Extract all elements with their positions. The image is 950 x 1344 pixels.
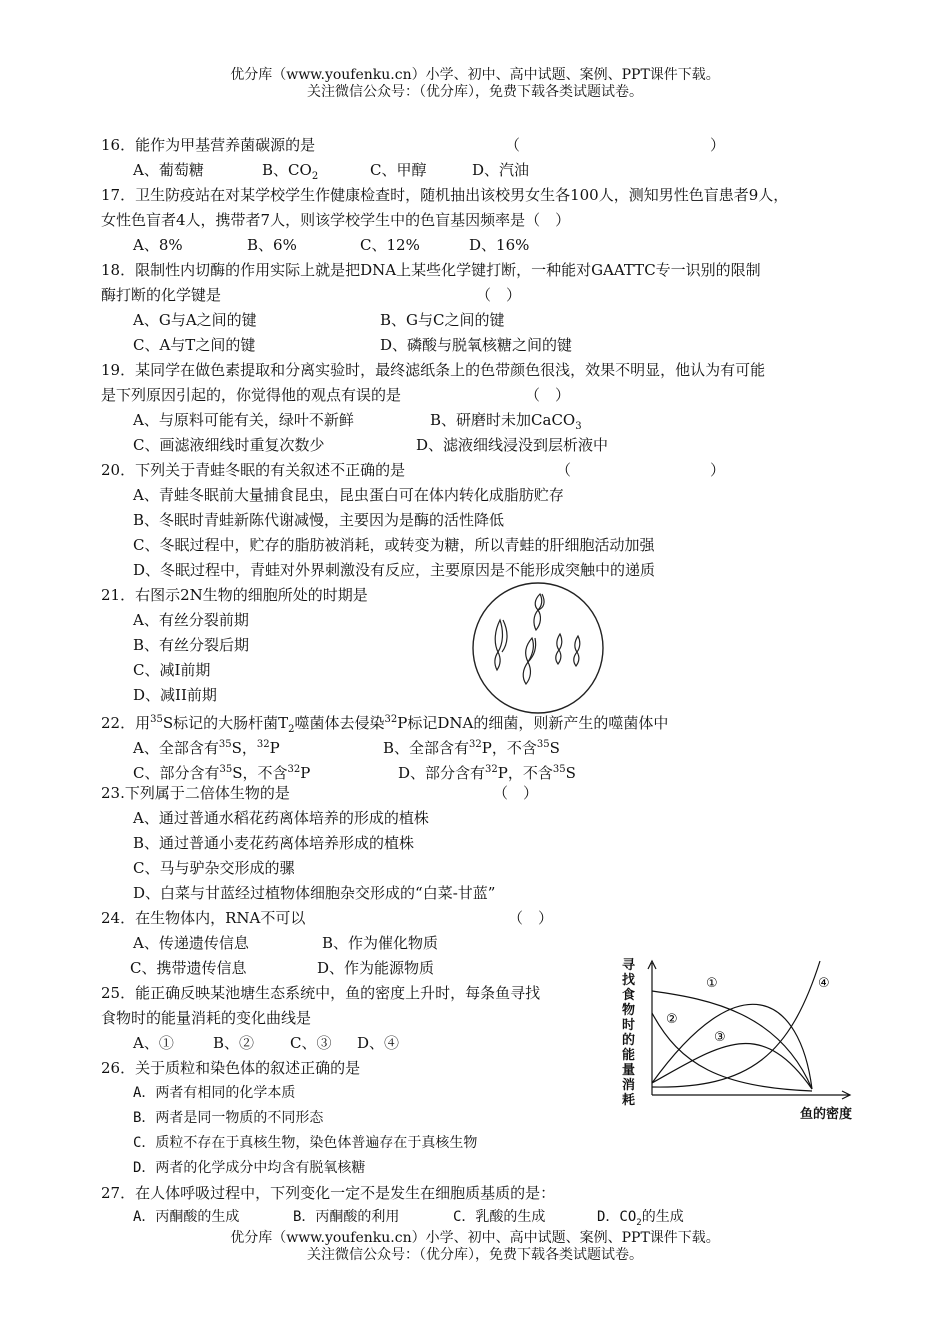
q18-option-a: A、G与A之间的键 <box>133 311 257 329</box>
q27-stem: 27．在人体呼吸过程中，下列变化一定不是发生在细胞质基质的是： <box>101 1184 556 1202</box>
label-1: ① <box>706 976 718 991</box>
q19-option-b: B、研磨时未加CaCO$_3$ <box>430 411 582 432</box>
q26-option-a: A．两者有相同的化学本质 <box>133 1085 296 1101</box>
q20-stem: 20．下列关于青蛙冬眠的有关叙述不正确的是 <box>101 461 406 479</box>
q23-option-b: B、通过普通小麦花药离体培养形成的植株 <box>133 834 415 852</box>
q16-paren-open: （ <box>505 136 521 154</box>
curve-1 <box>652 991 812 1089</box>
q25-option-b: B、② <box>213 1034 255 1052</box>
chromosome-1 <box>495 620 507 670</box>
header-line-1: 优分库（www.youfenku.cn）小学、初中、高中试题、案例、PPT课件下载。 <box>230 67 720 83</box>
q23-option-d: D、白菜与甘蓝经过植物体细胞杂交形成的“白菜-甘蓝” <box>133 884 496 902</box>
q17-option-a: A、8% <box>133 236 183 254</box>
q17-stem-1: 17．卫生防疫站在对某学校学生作健康检查时，随机抽出该校男女生各100人，测知男性色盲患者9人， <box>101 186 789 204</box>
label-3: ③ <box>714 1030 726 1045</box>
q24-stem: 24．在生物体内，RNA不可以 <box>101 909 306 927</box>
q27-option-c: C．乳酸的生成 <box>453 1209 546 1225</box>
q16-option-d: D、汽油 <box>472 161 530 179</box>
q23-stem: 23.下列属于二倍体生物的是 <box>101 784 290 802</box>
graph-x-label: 鱼的密度 <box>800 1107 853 1122</box>
q17-option-c: C、12% <box>360 236 420 254</box>
q21-option-d: D、减II前期 <box>133 686 217 704</box>
q22-option-b: B、全部含有$^{32}$P，不含$^{35}$S <box>383 739 560 757</box>
q20-option-a: A、青蛙冬眠前大量捕食昆虫，昆虫蛋白可在体内转化成脂肪贮存 <box>133 486 564 504</box>
q18-stem-2: 酶打断的化学键是 <box>101 286 222 304</box>
q17-stem-2: 女性色盲者4人，携带者7人，则该学校学生中的色盲基因频率是（ ） <box>101 211 571 229</box>
q22-option-a: A、全部含有$^{35}$S，$^{32}$P <box>133 739 280 757</box>
q27-option-a: A．丙酮酸的生成 <box>133 1209 240 1225</box>
q18-option-b: B、G与C之间的键 <box>380 311 505 329</box>
chromosome-5 <box>574 636 580 666</box>
q26-stem: 26．关于质粒和染色体的叙述正确的是 <box>101 1059 361 1077</box>
label-2: ② <box>666 1012 678 1027</box>
q16-stem: 16．能作为甲基营养菌碳源的是 <box>101 136 316 154</box>
q25-option-a: A、① <box>133 1034 174 1052</box>
q27-option-b: B．丙酮酸的利用 <box>293 1209 400 1225</box>
q17-option-d: D、16% <box>469 236 530 254</box>
q24-option-c: C、携带遗传信息 <box>130 959 247 977</box>
q21-option-c: C、减I前期 <box>133 661 211 679</box>
chromosome-2 <box>534 594 544 630</box>
q21-option-b: B、有丝分裂后期 <box>133 636 250 654</box>
q22-stem: 22．用$^{35}$S标记的大肠杆菌$T_2$噬菌体去侵染$^{32}$P标记DNA的细菌，则新产生的噬菌体中 <box>101 714 669 735</box>
q19-option-c: C、画滤液细线时重复次数少 <box>133 436 325 454</box>
q24-paren: （ ） <box>508 909 554 927</box>
q23-paren: （ ） <box>493 784 539 802</box>
q24-option-a: A、传递遗传信息 <box>133 934 249 952</box>
q17-option-b: B、6% <box>247 236 297 254</box>
q23-option-c: C、马与驴杂交形成的骡 <box>133 859 295 877</box>
chromosome-4 <box>556 634 562 664</box>
cell-diagram <box>470 580 606 716</box>
q25-option-d: D、④ <box>357 1034 400 1052</box>
q27-option-d: D．$CO_2$的生成 <box>597 1209 684 1228</box>
q19-paren: （ ） <box>525 386 571 404</box>
footer-line-1: 优分库（www.youfenku.cn）小学、初中、高中试题、案例、PPT课件下载。 <box>230 1230 720 1246</box>
q25-option-c: C、③ <box>290 1034 332 1052</box>
q16-option-b: B、$CO_2$ <box>262 161 319 182</box>
q19-option-a: A、与原料可能有关，绿叶不新鲜 <box>133 411 354 429</box>
energy-graph <box>640 955 855 1105</box>
q18-option-c: C、A与T之间的键 <box>133 336 256 354</box>
q21-stem: 21．右图示2N生物的细胞所处的时期是 <box>101 586 368 604</box>
page-header <box>0 67 950 101</box>
q22-option-c: C、部分含有$^{35}$S，不含$^{32}$P <box>133 764 311 782</box>
chromosome-3 <box>523 638 535 684</box>
header-line-2: 关注微信公众号：（优分库），免费下载各类试题试卷。 <box>307 84 643 100</box>
q21-option-a: A、有丝分裂前期 <box>133 611 249 629</box>
q22-option-d: D、部分含有$^{32}$P，不含$^{35}$S <box>398 764 576 782</box>
chromosomes <box>495 594 580 684</box>
q26-option-b: B．两者是同一物质的不同形态 <box>133 1110 324 1126</box>
q20-option-c: C、冬眠过程中，贮存的脂肪被消耗，或转变为糖，所以青蛙的肝细胞活动加强 <box>133 536 655 554</box>
q19-option-d: D、滤液细线浸没到层析液中 <box>416 436 609 454</box>
q25-stem-1: 25．能正确反映某池塘生态系统中，鱼的密度上升时，每条鱼寻找 <box>101 984 541 1002</box>
q18-stem-1: 18．限制性内切酶的作用实际上就是把DNA上某些化学键打断，一种能对GAATTC专一识别的限制 <box>101 261 761 279</box>
q20-paren-close: ） <box>710 461 726 479</box>
q20-paren-open: （ <box>556 461 572 479</box>
q20-option-d: D、冬眠过程中，青蛙对外界刺激没有反应，主要原因是不能形成突触中的递质 <box>133 561 656 579</box>
q16-option-c: C、甲醇 <box>370 161 427 179</box>
q25-stem-2: 食物时的能量消耗的变化曲线是 <box>101 1009 312 1027</box>
q20-option-b: B、冬眠时青蛙新陈代谢减慢，主要因为是酶的活性降低 <box>133 511 505 529</box>
q16-option-a: A、葡萄糖 <box>133 161 204 179</box>
q16-paren-close: ） <box>710 136 726 154</box>
q23-option-a: A、通过普通水稻花药离体培养的形成的植株 <box>133 809 429 827</box>
q19-stem-1: 19．某同学在做色素提取和分离实验时，最终滤纸条上的色带颜色很浅，效果不明显，他认为有可能 <box>101 361 766 379</box>
q18-paren: （ ） <box>476 286 522 304</box>
cell-membrane <box>473 583 603 713</box>
q26-option-c: C．质粒不存在于真核生物，染色体普遍存在于真核生物 <box>133 1135 478 1151</box>
q24-option-d: D、作为能源物质 <box>317 959 435 977</box>
graph-y-label: 寻找食物时的能量消耗 <box>622 958 636 1108</box>
q24-option-b: B、作为催化物质 <box>322 934 439 952</box>
footer-line-2: 关注微信公众号：（优分库），免费下载各类试题试卷。 <box>307 1247 643 1263</box>
label-4: ④ <box>818 976 830 991</box>
page-footer <box>0 1230 950 1264</box>
q18-option-d: D、磷酸与脱氧核糖之间的键 <box>380 336 573 354</box>
q19-stem-2: 是下列原因引起的，你觉得他的观点有误的是 <box>101 386 402 404</box>
q26-option-d: D．两者的化学成分中均含有脱氧核糖 <box>133 1160 366 1176</box>
